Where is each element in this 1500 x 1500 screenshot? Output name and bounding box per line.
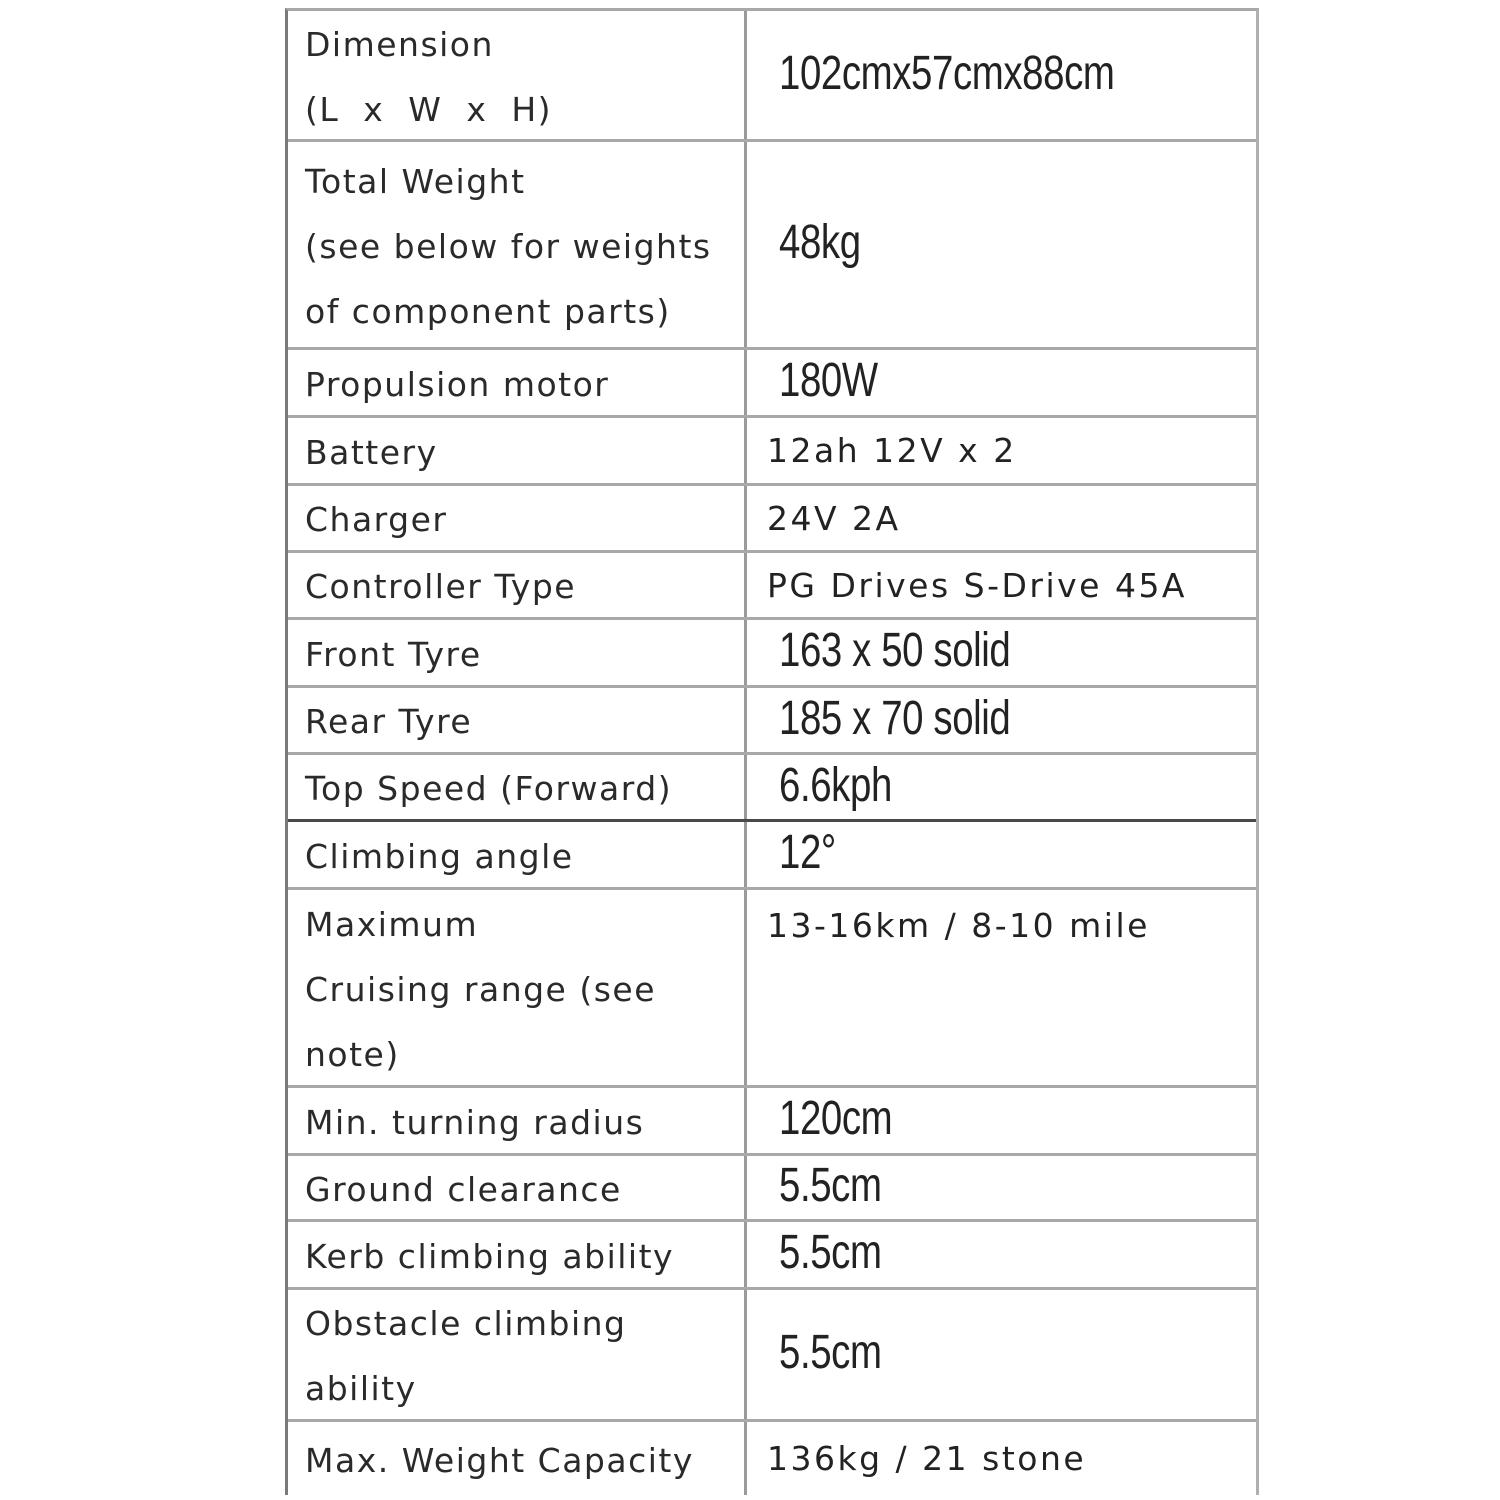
spec-value: 12ah 12V x 2 — [767, 431, 1017, 470]
spec-label: Ground clearance — [305, 1169, 622, 1209]
spec-row — [288, 1222, 1256, 1290]
spec-value-cell — [747, 1290, 1256, 1419]
spec-row — [288, 688, 1256, 755]
spec-value-cell — [747, 1222, 1256, 1287]
spec-label: Battery — [305, 432, 438, 472]
spec-label-cell — [288, 142, 747, 347]
spec-row — [288, 755, 1256, 822]
spec-row — [288, 1422, 1256, 1495]
spec-label: Front Tyre — [305, 634, 482, 674]
spec-row — [288, 486, 1256, 553]
spec-value: 13-16km / 8-10 mile — [767, 906, 1150, 945]
spec-label-cell — [288, 1222, 747, 1287]
spec-label: Propulsion motor — [305, 364, 610, 404]
spec-table — [285, 8, 1259, 1495]
spec-label-cell — [288, 1156, 747, 1219]
spec-value-cell — [747, 418, 1256, 483]
spec-row — [288, 350, 1256, 418]
spec-value-cell — [747, 755, 1256, 819]
spec-label: Obstacle climbing — [305, 1304, 627, 1343]
spec-label-cell — [288, 553, 747, 617]
spec-value: 136kg / 21 stone — [767, 1439, 1087, 1478]
spec-value-cell — [747, 486, 1256, 550]
spec-label-cell — [288, 11, 747, 139]
spec-value-cell — [747, 1422, 1256, 1495]
spec-label-cell — [288, 755, 747, 819]
spec-label: (see below for weights — [305, 226, 712, 266]
spec-value: 5.5cm — [779, 1326, 882, 1379]
spec-value-cell — [747, 620, 1256, 685]
spec-value-cell — [747, 553, 1256, 617]
spec-label: Charger — [305, 500, 448, 539]
spec-label: Rear Tyre — [305, 702, 473, 741]
spec-value-cell — [747, 890, 1256, 1085]
spec-value: 24V 2A — [767, 498, 901, 538]
spec-label: note) — [305, 1034, 400, 1074]
spec-value: 5.5cm — [779, 1226, 882, 1279]
spec-row — [288, 890, 1256, 1088]
spec-row — [288, 418, 1256, 486]
spec-value: 12° — [779, 826, 836, 879]
spec-label-cell — [288, 1422, 747, 1495]
spec-value-cell — [747, 822, 1256, 887]
spec-value: 102cmx57cmx88cm — [779, 46, 1115, 100]
spec-label: Max. Weight Capacity — [305, 1440, 694, 1480]
spec-label: Total Weight — [305, 161, 526, 201]
spec-label-cell — [288, 1290, 747, 1419]
spec-row — [288, 11, 1256, 142]
spec-value: 48kg — [779, 216, 861, 269]
spec-value-cell — [747, 688, 1256, 752]
spec-label: Top Speed (Forward) — [305, 769, 673, 808]
spec-label: Maximum — [305, 904, 479, 944]
spec-value: 6.6kph — [779, 758, 892, 812]
spec-row — [288, 553, 1256, 620]
spec-label: (L x W x H) — [305, 89, 553, 129]
spec-label: ability — [305, 1369, 417, 1408]
spec-value: 120cm — [779, 1092, 893, 1145]
spec-label-cell — [288, 822, 747, 887]
spec-label-cell — [288, 890, 747, 1085]
spec-label-cell — [288, 620, 747, 685]
spec-label-cell — [288, 1088, 747, 1153]
spec-row — [288, 1088, 1256, 1156]
spec-value-cell — [747, 350, 1256, 415]
spec-label: Min. turning radius — [305, 1102, 645, 1142]
spec-value-cell — [747, 1088, 1256, 1153]
spec-label: Cruising range (see — [305, 969, 657, 1009]
spec-row — [288, 142, 1256, 350]
spec-value: 185 x 70 solid — [779, 691, 1011, 745]
spec-value-cell — [747, 11, 1256, 139]
spec-row — [288, 620, 1256, 688]
spec-label: Dimension — [305, 24, 494, 64]
spec-label: Controller Type — [305, 567, 577, 606]
spec-row — [288, 1290, 1256, 1422]
spec-value-cell — [747, 1156, 1256, 1219]
spec-label: Kerb climbing ability — [305, 1236, 675, 1276]
spec-value: 5.5cm — [779, 1159, 882, 1212]
spec-label-cell — [288, 688, 747, 752]
spec-row — [288, 1156, 1256, 1222]
spec-value: PG Drives S-Drive 45A — [767, 565, 1188, 605]
spec-value: 163 x 50 solid — [779, 624, 1011, 677]
spec-label-cell — [288, 418, 747, 483]
spec-label: of component parts) — [305, 291, 671, 331]
spec-row — [288, 822, 1256, 890]
spec-label-cell — [288, 486, 747, 550]
spec-label: Climbing angle — [305, 836, 574, 876]
spec-value: 180W — [779, 354, 878, 407]
spec-value-cell — [747, 142, 1256, 347]
spec-label-cell — [288, 350, 747, 415]
